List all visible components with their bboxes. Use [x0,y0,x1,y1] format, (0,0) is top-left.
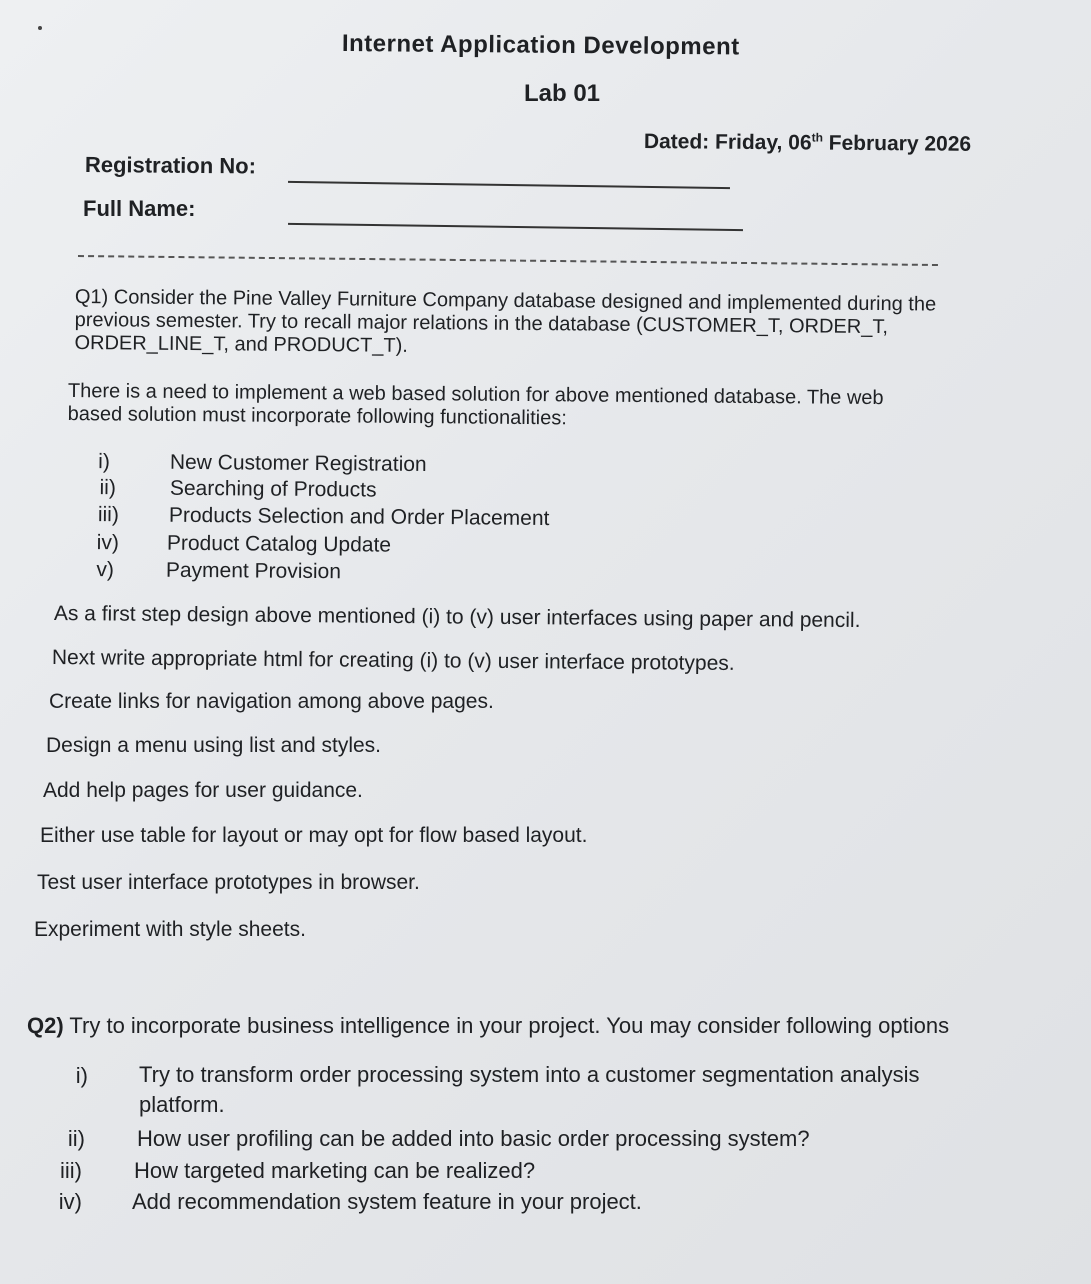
full-name-blank [288,223,743,231]
option-number: i) [75,1063,88,1088]
option-line: Add recommendation system feature in your project. [132,1189,642,1214]
instruction-line: Create links for navigation among above pages. [49,690,494,713]
q1-intro-line: Q1) Consider the Pine Valley Furniture Company database designed and implemented during the [74,286,937,316]
q2-option-text [139,1060,1039,1120]
date-prefix: Dated: Friday, 06 [643,130,812,155]
q1-need-line: There is a need to implement a web based solution for above mentioned database. The web [67,380,884,410]
item-text: Searching of Products [169,476,377,502]
item-text: New Customer Registration [169,450,427,477]
functionality-item [86,476,377,503]
option-number: iv) [58,1189,82,1214]
q1-intro-line: previous semester. Try to recall major relations in the database (CUSTOMER_T, ORDER_T, [74,308,889,339]
item-number: iii) [97,503,119,527]
document-title: Internet Application Development [341,30,740,61]
date-suffix: February 2026 [822,131,972,156]
item-number: ii) [99,476,116,500]
instruction-line: Next write appropriate html for creating (i) to (v) user interface prototypes. [51,646,735,675]
registration-label: Registration No: [84,152,257,179]
q1-need [68,380,1008,434]
q2-option [55,1126,810,1152]
lab-number: Lab 01 [524,80,601,107]
q2-option [52,1158,535,1184]
functionality-item [84,558,341,584]
option-line: Try to transform order processing system into a customer segmentation analysis [139,1062,920,1087]
q1-intro-line: ORDER_LINE_T, and PRODUCT_T). [74,331,409,357]
dashed-divider [78,255,938,266]
q2-intro-text: Try to incorporate business intelligence in your project. You may consider following options [63,1013,950,1038]
functionality-item [89,503,550,531]
item-text: Payment Provision [165,558,342,584]
option-number: iii) [60,1158,82,1183]
item-text: Products Selection and Order Placement [168,503,550,531]
item-text: Product Catalog Update [166,531,392,557]
q2-intro [27,1013,949,1039]
option-line: How user profiling can be added into basic order processing system? [137,1126,810,1151]
q1-need-line: based solution must incorporate following functionalities: [67,402,567,430]
date-line [644,130,971,157]
instruction-line: Add help pages for user guidance. [43,779,363,802]
q2-option [58,1063,88,1089]
option-line: platform. [139,1092,225,1117]
instruction-line: Design a menu using list and styles. [46,734,382,757]
option-number: ii) [67,1126,85,1151]
date-superscript: th [811,130,824,145]
instruction-line: Test user interface prototypes in browser. [37,871,420,894]
q2-option [52,1189,642,1215]
functionality-item [89,531,391,558]
instruction-line: Either use table for layout or may opt for flow based layout. [40,824,588,847]
functionality-item [80,450,427,477]
item-number: iv) [96,531,119,555]
full-name-label: Full Name: [83,196,196,221]
option-line: How targeted marketing can be realized? [134,1158,536,1183]
q1-intro [74,286,1045,363]
instruction-line: Experiment with style sheets. [34,918,306,941]
punch-dot [38,26,42,30]
registration-blank [288,181,730,189]
item-number: i) [98,450,110,474]
instruction-line: As a first step design above mentioned (i) to (v) user interfaces using paper and pencil. [53,602,861,633]
item-number: v) [96,558,114,582]
q2-label: Q2) [27,1013,64,1038]
